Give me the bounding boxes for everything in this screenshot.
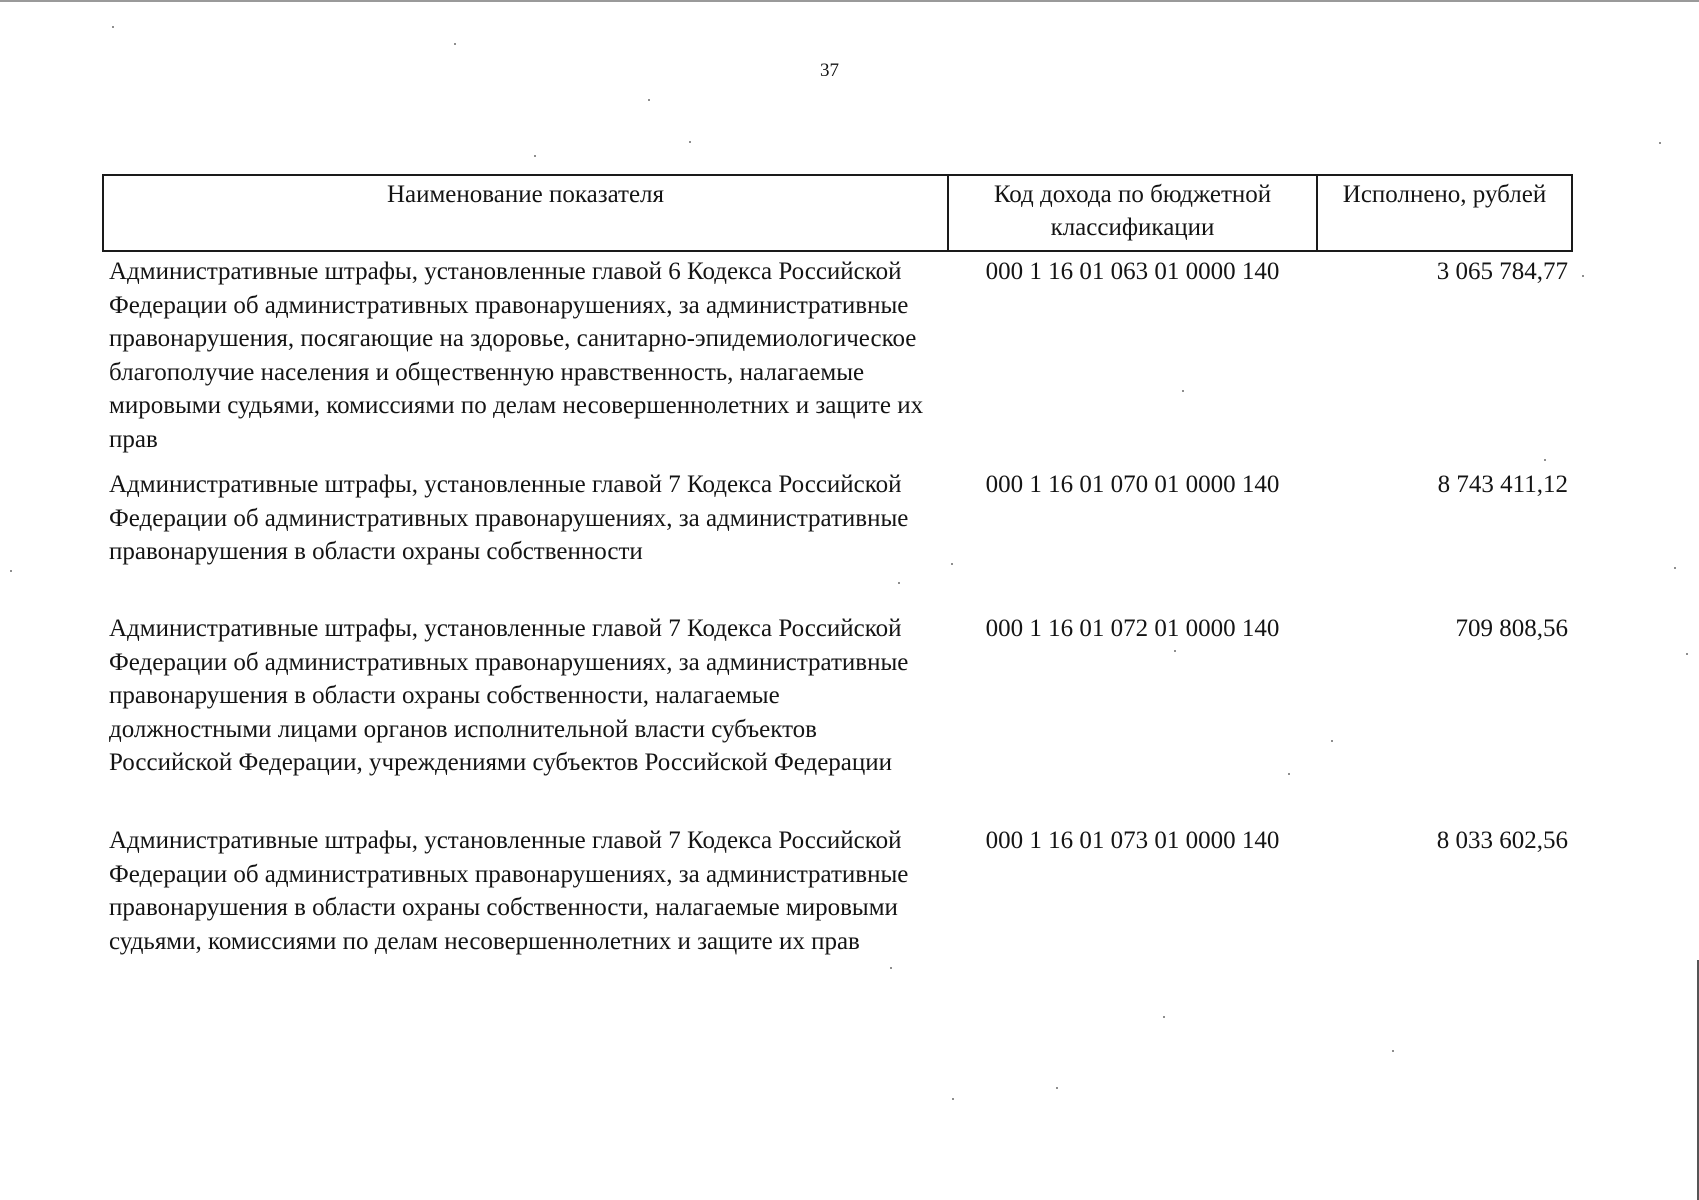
scan-speck (951, 563, 953, 565)
scan-speck (1582, 275, 1584, 277)
revenue-table (102, 174, 1573, 994)
indicator-name: Административные штрафы, установленные главой 6 Кодекса Российской Федерации об административных правонарушениях, за административные правонарушения, посягающие на здоровье, санитарно-эпидемиологическое благополучие населения и общественную нравственность, налагаемые мировыми судьями, комиссиями по делам несовершеннолетних и защите их прав (109, 258, 924, 453)
table-row (103, 612, 1572, 824)
executed-amount: 3 065 784,77 (1436, 258, 1568, 285)
page-number: 37 (820, 60, 839, 81)
table-row (103, 468, 1572, 612)
table-row (103, 251, 1572, 468)
executed-amount: 8 033 602,56 (1436, 827, 1568, 854)
scan-speck (890, 967, 892, 969)
scan-speck (1288, 773, 1290, 775)
scan-speck (1163, 1016, 1165, 1018)
table-header-row (103, 175, 1572, 251)
scan-speck (454, 43, 456, 45)
scan-speck (1686, 653, 1688, 655)
scan-speck (952, 1098, 954, 1100)
header-name: Наименование показателя (103, 175, 948, 251)
indicator-name: Административные штрафы, установленные главой 7 Кодекса Российской Федерации об административных правонарушениях, за административные правонарушения в области охраны собственности, налагаемые мировыми судьями, комиссиями по делам несовершеннолетних и защите их прав (109, 827, 909, 955)
scan-speck (1544, 459, 1546, 461)
scan-speck (1659, 142, 1661, 144)
scan-speck (689, 141, 691, 143)
header-code: Код дохода по бюджетной классификации (948, 175, 1317, 251)
scan-top-edge (0, 0, 1699, 2)
revenue-code: 000 1 16 01 070 01 0000 140 (985, 471, 1280, 498)
scan-speck (1182, 390, 1184, 392)
indicator-name: Административные штрафы, установленные главой 7 Кодекса Российской Федерации об административных правонарушениях, за административные правонарушения в области охраны собственности, налагаемые должностными лицами органов исполнительной власти субъектов Российской Федерации, учреждениями субъектов Российской Федерации (109, 615, 909, 776)
executed-amount: 709 808,56 (1455, 615, 1568, 642)
scan-speck (1331, 740, 1333, 742)
scan-speck (648, 99, 650, 101)
scan-speck (112, 26, 114, 28)
table-row (103, 824, 1572, 994)
executed-amount: 8 743 411,12 (1437, 471, 1568, 498)
scan-speck (898, 582, 900, 584)
revenue-code: 000 1 16 01 072 01 0000 140 (985, 615, 1280, 642)
scan-speck (1056, 1087, 1058, 1089)
scan-speck (534, 155, 536, 157)
revenue-code: 000 1 16 01 073 01 0000 140 (985, 827, 1280, 854)
scan-speck (1674, 567, 1676, 569)
indicator-name: Административные штрафы, установленные главой 7 Кодекса Российской Федерации об административных правонарушениях, за административные правонарушения в области охраны собственности (109, 471, 909, 565)
scan-speck (10, 570, 12, 572)
scan-speck (1392, 1050, 1394, 1052)
scan-speck (1174, 650, 1176, 652)
revenue-code: 000 1 16 01 063 01 0000 140 (985, 258, 1280, 285)
header-amount: Исполнено, рублей (1317, 175, 1572, 251)
